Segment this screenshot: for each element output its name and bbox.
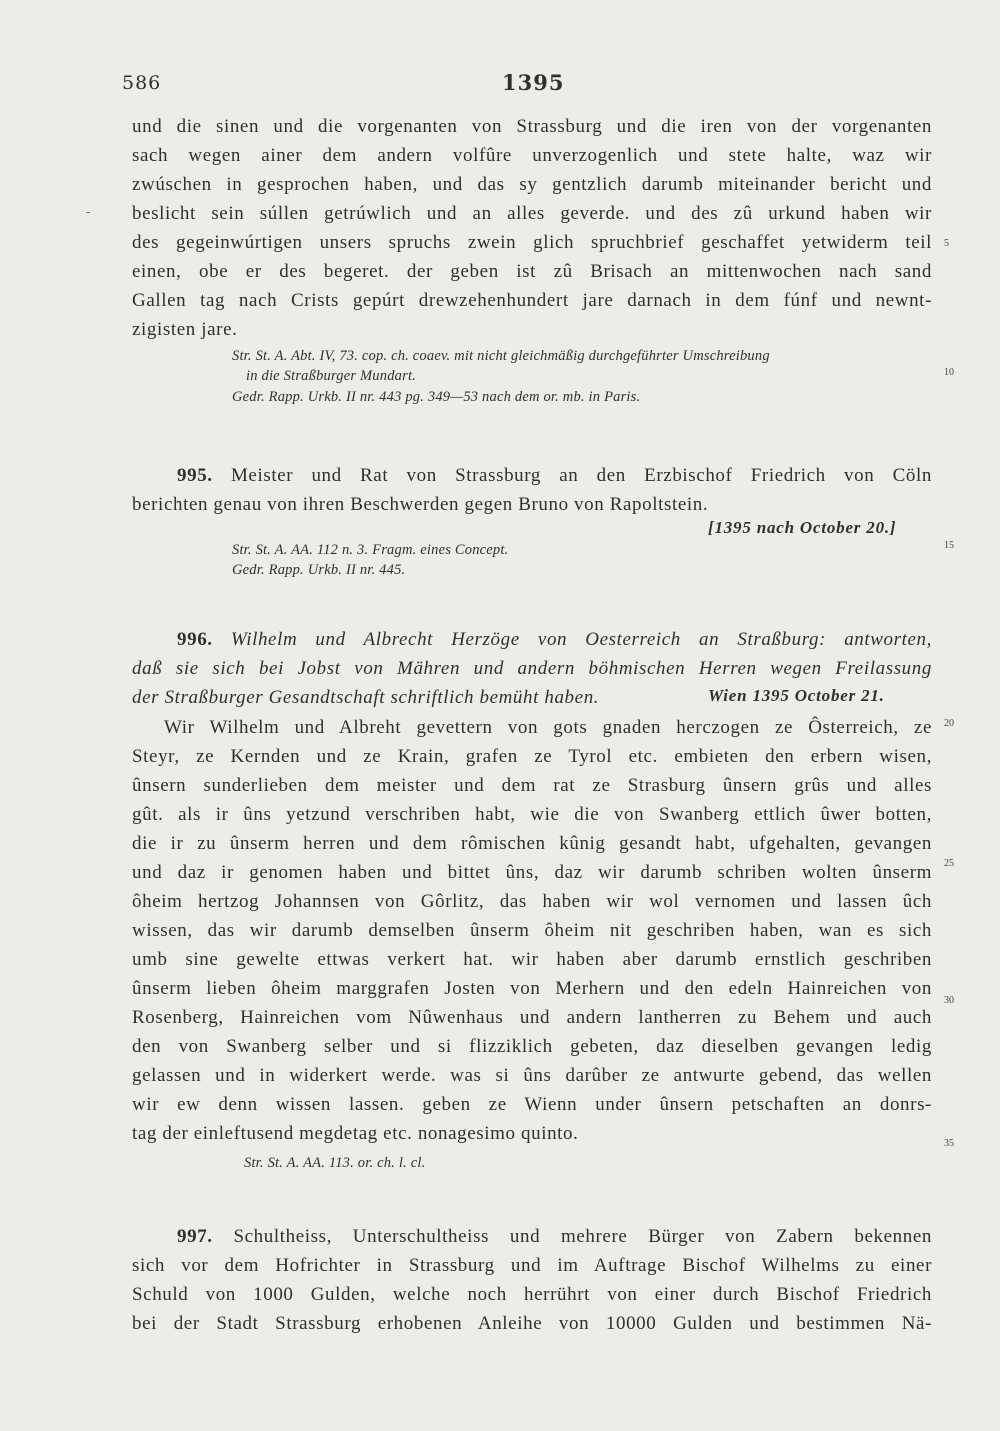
- document-date: [1395 nach October 20.]: [708, 518, 897, 537]
- text-line: des gegeinwúrtigen unsers spruchs zwein glich spruchbrief geschaffet yetwiderm teil: [132, 232, 932, 253]
- text-line: den von Swanberg selber und si flizziklich gebeten, daz dieselben gevangen ledig: [132, 1036, 932, 1057]
- page-number: 586: [122, 72, 162, 94]
- heading-text: bei der Stadt Strassburg erhobenen Anleihe von 10000 Gulden und bestimmen Nä-: [132, 1313, 932, 1334]
- document-number: 996.: [177, 629, 213, 650]
- text-line: zwúschen in gesprochen haben, und das sy gentzlich darumb miteinander bericht und: [132, 174, 932, 195]
- heading-text: der Straßburger Gesandtschaft schriftlich bemüht haben.: [132, 687, 600, 708]
- source-note: Str. St. A. Abt. IV, 73. cop. ch. coaev. mit nicht gleichmäßig durchgeführter Umschreibung: [232, 348, 770, 364]
- margin-line-number: 35: [944, 1138, 954, 1149]
- margin-line-number: 25: [944, 858, 954, 869]
- source-note: Str. St. A. AA. 112 n. 3. Fragm. eines Concept.: [232, 542, 509, 558]
- text-line: Rosenberg, Hainreichen vom Nûwenhaus und andern lantherren zu Behem und auch: [132, 1007, 932, 1028]
- document-997-heading: [177, 1222, 932, 1251]
- source-note: Gedr. Rapp. Urkb. II nr. 445.: [232, 562, 406, 578]
- source-note: in die Straßburger Mundart.: [246, 368, 416, 384]
- text-line: gût. als ir ûns yetzund verschriben habt, wie die von Swanberg ettlich ûwer botten,: [132, 804, 932, 825]
- margin-line-number: 5: [944, 238, 949, 249]
- document-995-heading: [177, 461, 932, 490]
- text-line: gelassen und in widerkert werde. was si ûns darûber ze antwurte gebend, das wellen: [132, 1065, 932, 1086]
- text-line: ûnsern sunderlieben dem meister und dem rat ze Strasburg ûnsern grûs und alles: [132, 775, 932, 796]
- text-line: ôheim hertzog Johannsen von Gôrlitz, das haben wir wol vernomen und lassen ûch: [132, 891, 932, 912]
- margin-line-number: 10: [944, 367, 954, 378]
- text-line: ûnserm lieben ôheim marggrafen Josten von Merhern und den edeln Hainreichen von: [132, 978, 932, 999]
- text-line: wir ew denn wissen lassen. geben ze Wienn under ûnsern petschaften an donrs-: [132, 1094, 932, 1115]
- text-line: tag der einleftusend megdetag etc. nonagesimo quinto.: [132, 1123, 579, 1144]
- heading-text: berichten genau von ihren Beschwerden gegen Bruno von Rapoltstein.: [132, 494, 709, 515]
- heading-text: Wilhelm und Albrecht Herzöge von Oesterreich an Straßburg: antworten,: [230, 629, 932, 650]
- text-line: wissen, das wir darumb demselben ûnserm ôheim nit geschriben haben, wan es sich: [132, 920, 932, 941]
- source-note: Gedr. Rapp. Urkb. II nr. 443 pg. 349—53 nach dem or. mb. in Paris.: [232, 389, 641, 405]
- heading-text: sich vor dem Hofrichter in Strassburg und im Auftrage Bischof Wilhelms zu einer: [132, 1255, 932, 1276]
- text-line: und die sinen und die vorgenanten von Strassburg und die iren von der vorgenanten: [132, 116, 932, 137]
- text-line: Gallen tag nach Crists gepúrt drewzehenhundert jare darnach in dem fúnf und newnt-: [132, 290, 932, 311]
- margin-line-number: 20: [944, 718, 954, 729]
- margin-line-number: 15: [944, 540, 954, 551]
- text-line: Wir Wilhelm und Albreht gevettern von gots gnaden herczogen ze Ôsterreich, ze: [164, 717, 932, 738]
- heading-text: daß sie sich bei Jobst von Mähren und andern böhmischen Herren wegen Freilassung: [132, 658, 932, 679]
- text-line: sach wegen ainer dem andern volfûre unverzogenlich und stete halte, waz wir: [132, 145, 932, 166]
- document-number: 995.: [177, 465, 213, 486]
- margin-line-number: 30: [944, 995, 954, 1006]
- text-line: und daz ir genomen haben und bittet ûns, daz wir darumb schriben wolten ûnserm: [132, 862, 932, 883]
- text-line: zigisten jare.: [132, 319, 238, 340]
- running-head-year: 1395: [502, 70, 565, 95]
- text-line: umb sine gewelte ettwas verkert hat. wir haben aber darumb ernstlich geschriben: [132, 949, 932, 970]
- document-date: Wien 1395 October 21.: [708, 686, 885, 705]
- margin-dash: -: [86, 205, 91, 219]
- text-line: Steyr, ze Kernden und ze Krain, grafen ze Tyrol etc. embieten den erbern wisen,: [132, 746, 932, 767]
- source-note: Str. St. A. AA. 113. or. ch. l. cl.: [244, 1155, 426, 1171]
- heading-text: Schultheiss, Unterschultheiss und mehrere Bürger von Zabern bekennen: [233, 1226, 932, 1247]
- text-line: die ir zu ûnserm herren und dem rômischen kûnig gesandt habt, ufgehalten, gevangen: [132, 833, 932, 854]
- text-line: beslicht sein súllen getrúwlich und an alles geverde. und des zû urkund haben wir: [132, 203, 932, 224]
- document-number: 997.: [177, 1226, 213, 1247]
- document-996-heading: [177, 625, 932, 654]
- text-line: einen, obe er des begeret. der geben ist zû Brisach an mittenwochen nach sand: [132, 261, 932, 282]
- heading-text: Meister und Rat von Strassburg an den Erzbischof Friedrich von Cöln: [230, 465, 932, 486]
- heading-text: Schuld von 1000 Gulden, welche noch herrührt von einer durch Bischof Friedrich: [132, 1284, 932, 1305]
